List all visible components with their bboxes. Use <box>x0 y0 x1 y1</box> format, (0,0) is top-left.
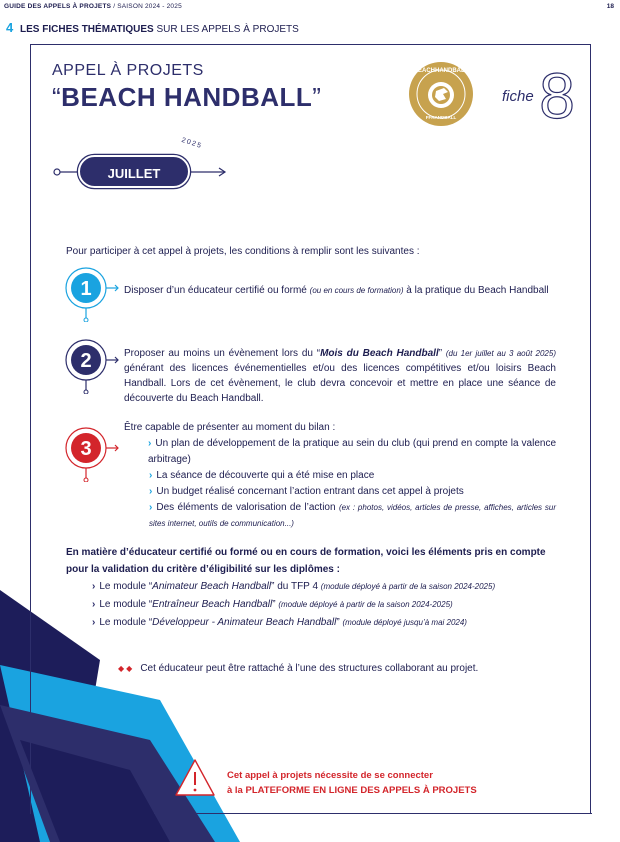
frame-bottom-line <box>154 813 592 814</box>
condition-3-item-3: › Un budget réalisé concernant l’action entrant dans cet appel à projets <box>149 486 464 497</box>
chevron-right-icon: › <box>149 502 153 513</box>
warning-line-1: Cet appel à projets nécessite de se connecter <box>227 770 433 781</box>
condition-1-text: Disposer d’un éducateur certifié ou formé (ou en cours de formation) à la pratique du Beach Handball <box>124 285 549 296</box>
svg-text:3: 3 <box>80 438 92 460</box>
section-number: 4 <box>6 20 14 35</box>
fiche-label: fiche <box>502 88 534 105</box>
platform-warning <box>227 768 477 798</box>
condition-2-icon <box>62 334 122 394</box>
condition-1-icon <box>62 262 122 322</box>
fiche-title: “BEACH HANDBALL” <box>52 82 322 112</box>
svg-text:1: 1 <box>80 278 92 300</box>
chevron-right-icon: › <box>149 486 153 497</box>
diamond-icon: ◆◆ <box>118 664 135 673</box>
condition-3-text <box>124 420 556 532</box>
chevron-right-icon: › <box>92 617 96 628</box>
condition-3-lead: Être capable de présenter au moment du bilan : <box>124 422 336 433</box>
badge-top-text: BEACHHANDBALL <box>413 68 469 74</box>
educator-criteria: En matière d’éducateur certifié ou formé ou en cours de formation, voici les éléments pris en compte pour la validation du critère d’éligibilité sur les diplômes : <box>66 547 546 575</box>
section-title <box>6 20 299 35</box>
section-title-bold: LES FICHES THÉMATIQUES <box>20 24 154 35</box>
chevron-right-icon: › <box>92 599 96 610</box>
section-title-rest: SUR LES APPELS À PROJETS <box>156 24 299 35</box>
condition-3-item-2: › La séance de découverte qui a été mise en place <box>149 470 375 481</box>
guide-title: GUIDE DES APPELS À PROJETS / SAISON 2024 - 2025 <box>4 3 182 10</box>
page-header <box>0 0 620 14</box>
module-item: › Le module “Développeur - Animateur Beach Handball” (module déployé jusqu’à mai 2024) <box>92 617 467 628</box>
condition-2-text: Proposer au moins un évènement lors du “Mois du Beach Handball” (du 1er juillet au 3 août 2025) générant des licences événementielles et/ou des licences compétitives et/ou loisirs Beach Handball. Lors de cet évènement, le club devra concevoir et mettre en place une séance de découverte du Beach Handball. <box>124 348 556 404</box>
beach-handball-logo <box>408 61 474 127</box>
module-item: › Le module “Animateur Beach Handball” du TFP 4 (module déployé à partir de la saison 2024-2025) <box>92 581 496 592</box>
chevron-right-icon: › <box>148 438 152 449</box>
warning-icon <box>173 757 217 799</box>
educator-note: ◆◆ Cet éducateur peut être rattaché à l’une des structures collaborant au projet. <box>118 663 479 674</box>
year-label: 2025 <box>180 136 204 151</box>
svg-text:2: 2 <box>80 350 92 372</box>
fiche-number <box>534 62 580 124</box>
intro-text: Pour participer à cet appel à projets, les conditions à remplir sont les suivantes : <box>66 246 420 257</box>
badge-bottom-text: FFHANDBALL <box>425 115 457 120</box>
svg-text:8: 8 <box>539 62 575 124</box>
module-list <box>92 578 562 632</box>
condition-3-icon <box>62 422 122 482</box>
page-number: 18 <box>606 3 614 10</box>
condition-3-item-4: › Des éléments de valorisation de l’action (ex : photos, vidéos, articles de presse, affiches, articles sur sites internet, outils de communication...) <box>149 502 556 528</box>
appel-label: APPEL À PROJETS <box>52 62 204 79</box>
chevron-right-icon: › <box>92 581 96 592</box>
condition-3-item-1: › Un plan de développement de la pratique au sein du club (qui prend en compte la valence arbitrage) <box>148 438 556 465</box>
chevron-right-icon: › <box>149 470 153 481</box>
month-pill: JUILLET <box>78 155 190 188</box>
warning-line-2: à la PLATEFORME EN LIGNE DES APPELS À PROJETS <box>227 785 477 796</box>
module-item: › Le module “Entraîneur Beach Handball” (module déployé à partir de la saison 2024-2025) <box>92 599 453 610</box>
